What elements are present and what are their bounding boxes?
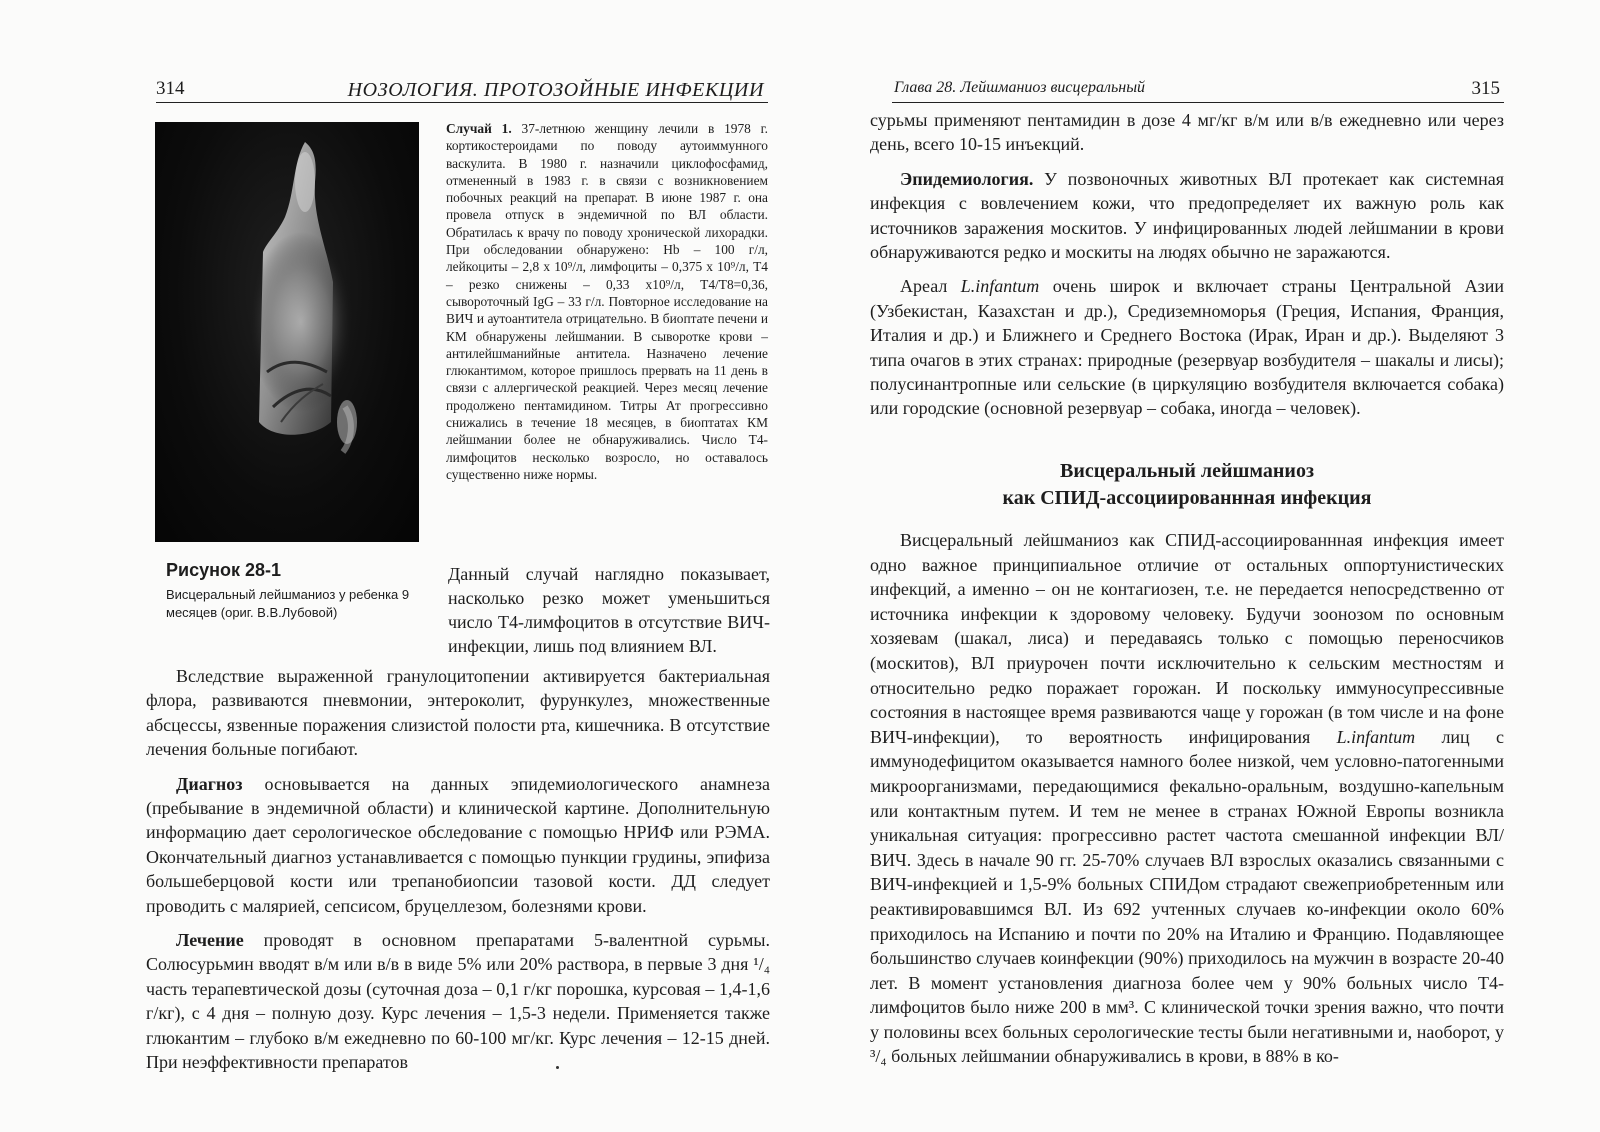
paragraph-text: Ареал bbox=[900, 276, 961, 297]
figure-photo bbox=[155, 122, 419, 542]
paragraph-lead: Лечение bbox=[176, 930, 244, 951]
species-name: L.infantum bbox=[1336, 726, 1416, 747]
right-body-bottom bbox=[870, 528, 1504, 1069]
left-page-header bbox=[156, 76, 768, 103]
paragraph-epidemiology bbox=[870, 167, 1504, 265]
running-head: Глава 28. Лейшманиоз висцеральный bbox=[894, 79, 1146, 96]
paragraph-text: Вследствие выраженной гранулоцитопении активируется бактериальная флора, развиваются пневмонии, энтероколит, фурункулез, множественные абсцессы, язвенные поражения слизистой полости рта, кишечника. В отсутствие лечения больные погибают. bbox=[146, 666, 770, 760]
paragraph-text: Висцеральный лейшманиоз как СПИД-ассоциированнная инфекция имеет одно важное принципиальное отличие от остальных оппортунистических инфекций, а именно – он не контагиозен, т.е. не передается непосредственно от источника инфекции к здоровому человеку. Будучи зоонозом по основным хозяевам (шакал, лиса) и передаваясь только с помощью переносчиков (москитов), ВЛ приурочен почти исключительно к сельским местностям и относительно редко поражает горожан. И поскольку иммуносупрессивные состояния в настоящее время развиваются чаще у горожан (в том числе и на фоне ВИЧ-инфекции), то вероятность инфицирования bbox=[870, 530, 1504, 747]
section-title-line: Висцеральный лейшманиоз bbox=[1060, 460, 1314, 482]
right-page-header bbox=[892, 76, 1504, 103]
paragraph-text: очень широк и включает страны Центральной Азии (Узбекистан, Казахстан и др.), Средиземноморья (Греция, Испания, Франция, Италия и др.) и Ближнего и Среднего Востока (Ирак, Иран и др.). Выделяют 3 типа очагов в этих странах: природные (резервуар возбудителя – шакалы и лисы); полусинантропные или сельские (в циркуляцию возбудителя включается собака) или городские (основной резервуар – собака, иногда – человек). bbox=[870, 276, 1504, 419]
case-lead: Случай 1. bbox=[446, 121, 512, 136]
page-number: 315 bbox=[1471, 78, 1500, 99]
running-head: НОЗОЛОГИЯ. ПРОТОЗОЙНЫЕ ИНФЕКЦИИ bbox=[347, 79, 764, 101]
case-conclusion: Данный случай наглядно показывает, насколько резко может уменьшиться число Т4-лимфоцитов в отсутствие ВИЧ-инфекции, лишь под влиянием ВЛ. bbox=[448, 564, 770, 656]
case-text: 37-летнюю женщину лечили в 1978 г. кортикостероидами по поводу аутоиммунного васкулита. В 1980 г. назначили циклофосфамид, отмененный в 1983 г. в связи с возникновением побочных реакций на препарат. В июне 1987 г. она провела отпуск в эндемичной по ВЛ области. Обратилась к врачу по поводу хронической лихорадки. При обследовании обнаружено: Hb – 100 г/л, лейкоциты – 2,8 x 10⁹/л, лимфоциты – 0,375 x 10⁹/л, Т4 – резко снижены – 0,33 x10⁹/л, Т4/Т8=0,36, сывороточный IgG – 33 г/л. Повторное исследование на ВИЧ и аутоантитела отрицательно. В биоптате печени и КМ обнаружены лейшмании. В сыворотке крови – антилейшманийные антитела. Назначено лечение глюкантимом, которое пришлось прервать на 11 день в связи с аллергической реакцией. Через месяц лечение продолжено пентамидином. Титры Ат прогрессивно снижались в течение 18 месяцев, в биоптатах КМ лейшмании более не обнаруживались. Число Т4-лимфоцитов несколько возросло, но оставалось существенно ниже нормы. bbox=[446, 121, 768, 482]
paragraph-text: проводят в основном препаратами 5-валентной сурьмы. Солюсурьмин вводят в/м или в/в в виде 5% или 20% раствора, в первые 3 дня ¹/₄ часть терапевтической дозы (суточная доза – 0,1 г/кг порошка, курсовая – 1,4-1,6 г/кг), с 4 дня – полную дозу. Курс лечения – 1,5-3 недели. Применяется также глюкантим – глубоко в/м ежедневно по 60-100 мг/кг. Курс лечения – 12-15 дней. При неэффективности препаратов bbox=[146, 930, 770, 1073]
right-body-top bbox=[870, 108, 1504, 431]
section-title-line: как СПИД-ассоциированнная инфекция bbox=[1002, 487, 1372, 509]
paragraph-continuation: сурьмы применяют пентамидин в дозе 4 мг/кг в/м или в/в ежедневно или через день, всего 10-15 инъекций. bbox=[870, 110, 1504, 155]
left-body-text bbox=[146, 664, 770, 1085]
species-name: L.infantum bbox=[960, 276, 1040, 297]
section-title bbox=[870, 458, 1504, 512]
paragraph-lead: Эпидемиология. bbox=[900, 168, 1034, 189]
paragraph-areal bbox=[870, 274, 1504, 420]
right-page bbox=[800, 0, 1600, 1132]
figure-caption: Висцеральный лейшманиоз у ребенка 9 месяцев (ориг. В.В.Лубовой) bbox=[166, 587, 410, 620]
scan-speck bbox=[556, 1066, 559, 1069]
paragraph-diagnosis bbox=[146, 772, 770, 918]
paragraph-text: лиц с иммунодефицитом оказывается намного более низкой, чем условно-патогенными микроорганизмами, передающимися фекально-оральным, воздушно-капельным или контактным путем. И тем не менее в странах Южной Европы возникла уникальная ситуация: прогрессивно растет частота смешанной инфекции ВЛ/ВИЧ. Здесь в начале 90 гг. 25-70% случаев ВЛ взрослых оказались связанными с ВИЧ-инфекцией и 1,5-9% больных СПИДом страдают свежеприобретенным или реактивировавшимся ВЛ. Из 692 учтенных случаев ко-инфекции около 60% приходилось на Испанию и почти по 20% на Италию и Францию. Подавляющее большинство случаев коинфекции (90%) приходилось на мужчин в возрасте 20-40 лет. В момент установления диагноза более чем у 90% больных число Т4-лимфоцитов было ниже 200 в мм³. С клинической точки зрения важно, что почти у половины всех больных серологические тесты были негативными и, наоборот, у ³/₄ больных лейшмании обнаруживались в крови, в 88% в ко- bbox=[870, 726, 1504, 1067]
paragraph-text: основывается на данных эпидемиологического анамнеза (пребывание в эндемичной области) и клинической картине. Дополнительную информацию дает серологическое обследование с помощью НРИФ или РЭМА. Окончательный диагноз устанавливается с помощью пункции грудины, эпифиза большеберцовой кости или трепанобиопсии тазовой кости. ДД следует проводить с малярией, сепсисом, бруцеллезом, болезнями крови. bbox=[146, 773, 770, 916]
paragraph-lead: Диагноз bbox=[176, 773, 243, 794]
page-number: 314 bbox=[156, 78, 185, 99]
paragraph-treatment bbox=[146, 928, 770, 1074]
paragraph-aids-association bbox=[870, 528, 1504, 1069]
figure-number: Рисунок 28-1 bbox=[166, 560, 281, 580]
paragraph-complications bbox=[146, 664, 770, 762]
paragraph-text: У позвоночных животных ВЛ протекает как системная инфекция с вовлечением кожи, что предопределяет их важную роль как источников заражения москитов. У инфицированных людей лейшмании в крови обнаруживаются редко и москиты на людях обычно не заражаются. bbox=[870, 168, 1504, 263]
case-report bbox=[446, 120, 768, 483]
